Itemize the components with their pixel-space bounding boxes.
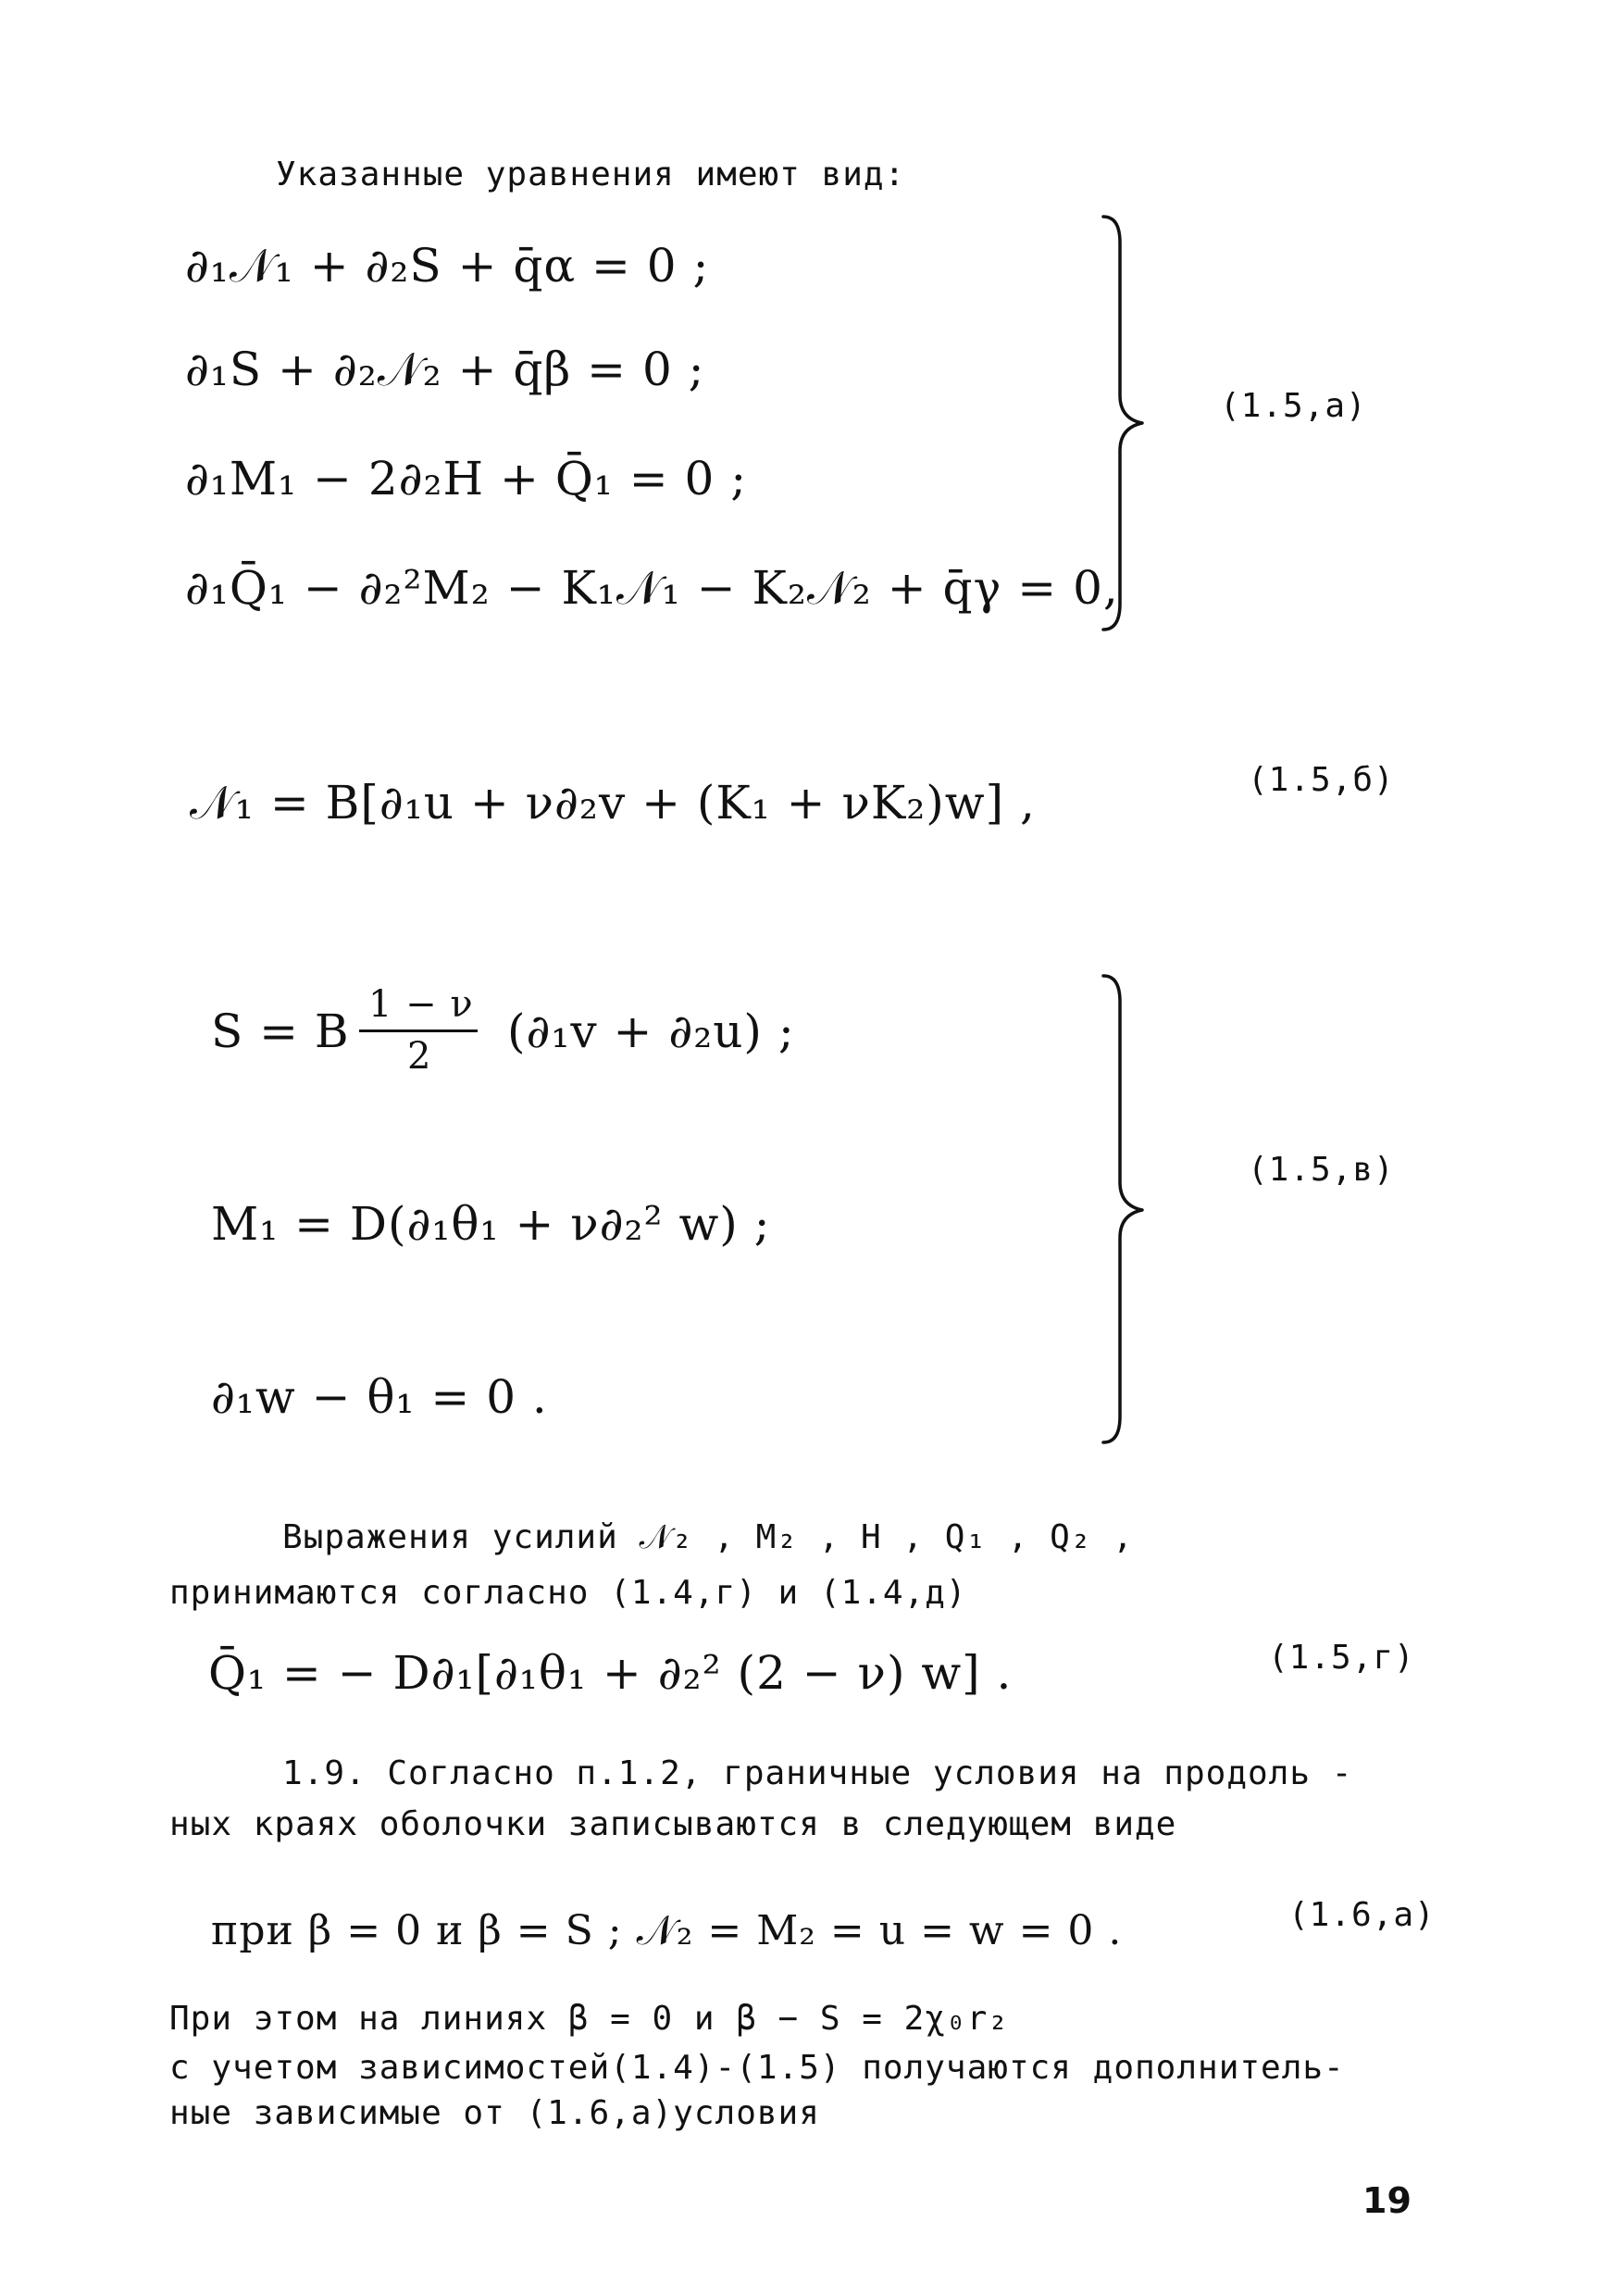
equation-line: ∂₁𝒩₁ + ∂₂S + q̄α = 0 ; xyxy=(185,239,710,293)
text-line: ных краях оболочки записываются в следующем виде xyxy=(169,1805,1177,1843)
equation-line: M₁ = D(∂₁θ₁ + ν∂₂² w) ; xyxy=(211,1197,771,1251)
text-line: При этом на линиях β = 0 и β − S = 2χ₀r₂ xyxy=(169,2000,1009,2038)
text-line: принимаются согласно (1.4,г) и (1.4,д) xyxy=(169,1574,967,1612)
equation-label: (1.5,в) xyxy=(1248,1151,1395,1189)
equation-line: при β = 0 и β = S ; 𝒩₂ = M₂ = u = w = 0 . xyxy=(211,1907,1123,1954)
fraction-bar xyxy=(359,1029,478,1032)
equation-part: (∂₁v + ∂₂u) ; xyxy=(507,1004,795,1058)
text-line: 1.9. Согласно п.1.2, граничные условия на продоль - xyxy=(282,1754,1353,1792)
equation-label: (1.5,a) xyxy=(1220,387,1367,425)
right-brace-icon xyxy=(1101,974,1148,1444)
equation-line: ∂₁w − θ₁ = 0 . xyxy=(211,1370,548,1424)
text-line: с учетом зависимостей(1.4)-(1.5) получаются дополнитель- xyxy=(169,2049,1345,2087)
equation-label: (1.6,a) xyxy=(1288,1896,1436,1934)
equation-label: (1.5,г) xyxy=(1268,1639,1415,1677)
page-number: 19 xyxy=(1362,2180,1412,2221)
fraction-numerator: 1 − ν xyxy=(368,983,474,1026)
equation-line: ∂₁Q̄₁ − ∂₂²M₂ − K₁𝒩₁ − K₂𝒩₂ + q̄γ = 0, xyxy=(185,561,1119,615)
text-line: ные зависимые от (1.6,a)условия xyxy=(169,2094,820,2132)
equation-line: 𝒩₁ = B[∂₁u + ν∂₂v + (K₁ + νK₂)w] , xyxy=(190,776,1036,830)
text-line: Выражения усилий 𝒩₂ , M₂ , H , Q₁ , Q₂ , xyxy=(282,1518,1134,1556)
intro-line: Указанные уравнения имеют вид: xyxy=(276,156,906,193)
equation-line: ∂₁M₁ − 2∂₂H + Q̄₁ = 0 ; xyxy=(185,452,748,505)
equation-label: (1.5,б) xyxy=(1248,761,1395,799)
equation-line: Q̄₁ = − D∂₁[∂₁θ₁ + ∂₂² (2 − ν) w] . xyxy=(208,1646,1013,1700)
right-brace-icon xyxy=(1101,215,1148,631)
fraction-denominator: 2 xyxy=(407,1035,432,1078)
equation-line: ∂₁S + ∂₂𝒩₂ + q̄β = 0 ; xyxy=(185,343,705,396)
equation-part: S = B xyxy=(211,1004,350,1058)
